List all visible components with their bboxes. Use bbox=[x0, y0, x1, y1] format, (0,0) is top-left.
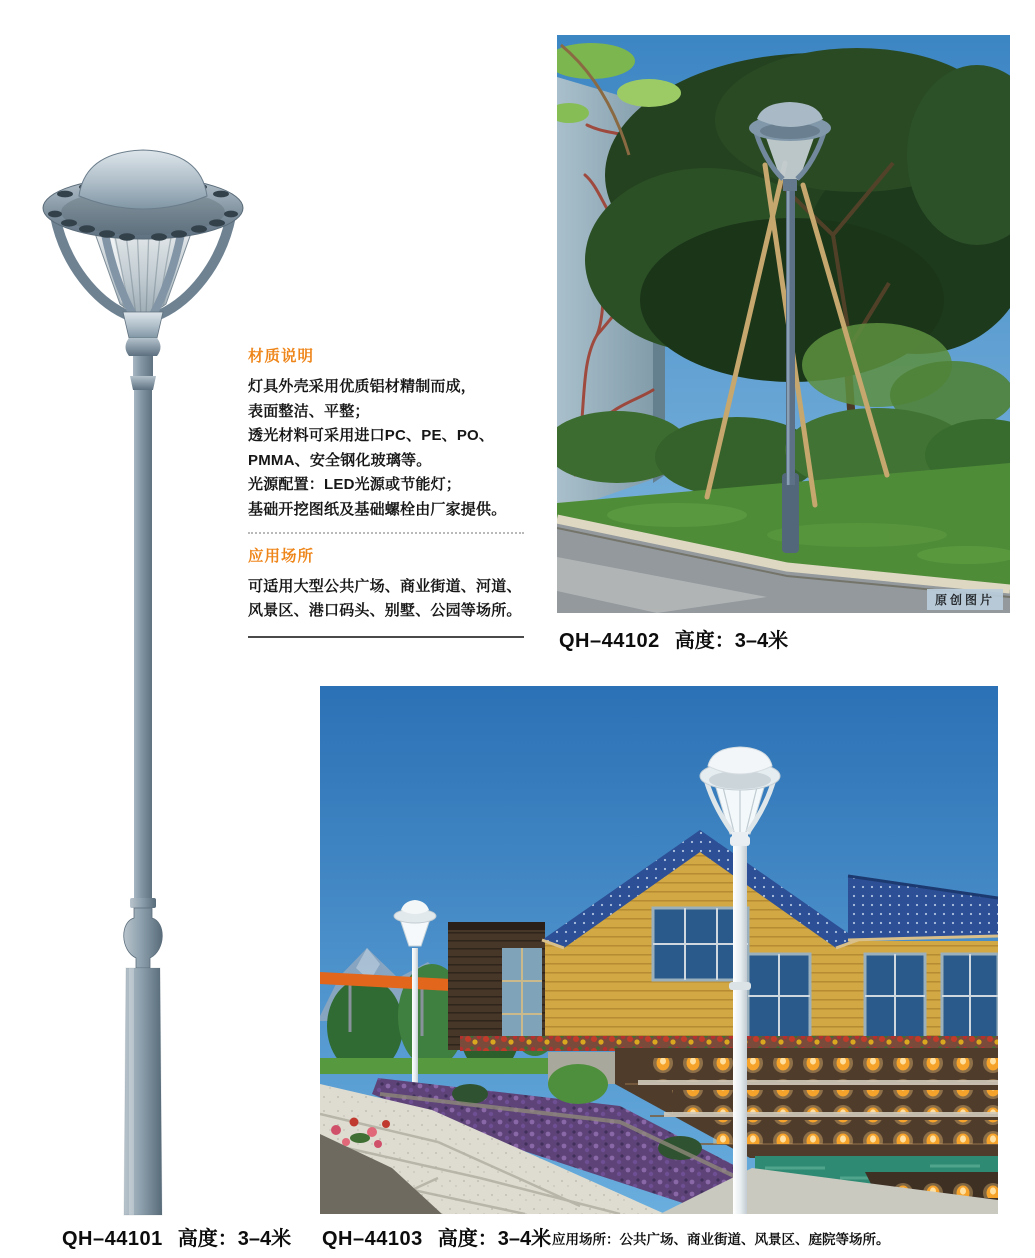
material-line: 透光材料可采用进口PC、PE、PO、 bbox=[248, 427, 495, 445]
light-row bbox=[672, 1090, 998, 1114]
application-line: 风景区、港口码头、别墅、公园等场所。 bbox=[248, 602, 522, 620]
light-row bbox=[650, 1058, 998, 1082]
model-number: QH–44102 bbox=[559, 630, 660, 652]
material-line: PMMA、安全钢化玻璃等。 bbox=[248, 451, 432, 469]
height-spec: 高度：3–4米 bbox=[674, 630, 789, 652]
spec-panel bbox=[248, 344, 524, 638]
application-note: 应用场所：公共广场、商业街道、风景区、庭院等场所。 bbox=[552, 1232, 890, 1247]
photo-qh44102 bbox=[557, 35, 1010, 613]
material-section-title: 材质说明 bbox=[248, 348, 315, 365]
caption-qh44102 bbox=[559, 624, 788, 653]
light-row bbox=[712, 1120, 998, 1144]
caption-qh44103 bbox=[322, 1222, 551, 1251]
photo-qh44103 bbox=[320, 686, 998, 1214]
height-spec: 高度：3–4米 bbox=[177, 1228, 292, 1250]
application-section-title: 应用场所 bbox=[248, 547, 315, 565]
material-line: 表面整洁、平整； bbox=[248, 402, 370, 420]
caption-qh44101 bbox=[62, 1222, 291, 1251]
lamp-dome bbox=[79, 150, 207, 209]
pole-upper bbox=[134, 390, 152, 898]
material-line: 基础开挖图纸及基础螺栓由厂家提供。 bbox=[248, 500, 507, 518]
product-photo-qh44101 bbox=[35, 138, 250, 1218]
height-spec: 高度：3–4米 bbox=[437, 1228, 552, 1250]
lamp-collar bbox=[123, 312, 163, 390]
material-line: 光源配置：LED光源或节能灯； bbox=[248, 476, 462, 494]
application-line: 可适用大型公共广场、商业街道、河道、 bbox=[248, 577, 522, 595]
original-image-badge: 原创图片 bbox=[927, 589, 1003, 610]
pole-joint bbox=[124, 898, 163, 968]
model-number: QH–44103 bbox=[322, 1228, 423, 1250]
model-number: QH–44101 bbox=[62, 1228, 163, 1250]
dotted-divider bbox=[248, 532, 524, 534]
material-line: 灯具外壳采用优质铝材精制而成， bbox=[248, 378, 477, 395]
bottom-rule bbox=[248, 636, 524, 638]
